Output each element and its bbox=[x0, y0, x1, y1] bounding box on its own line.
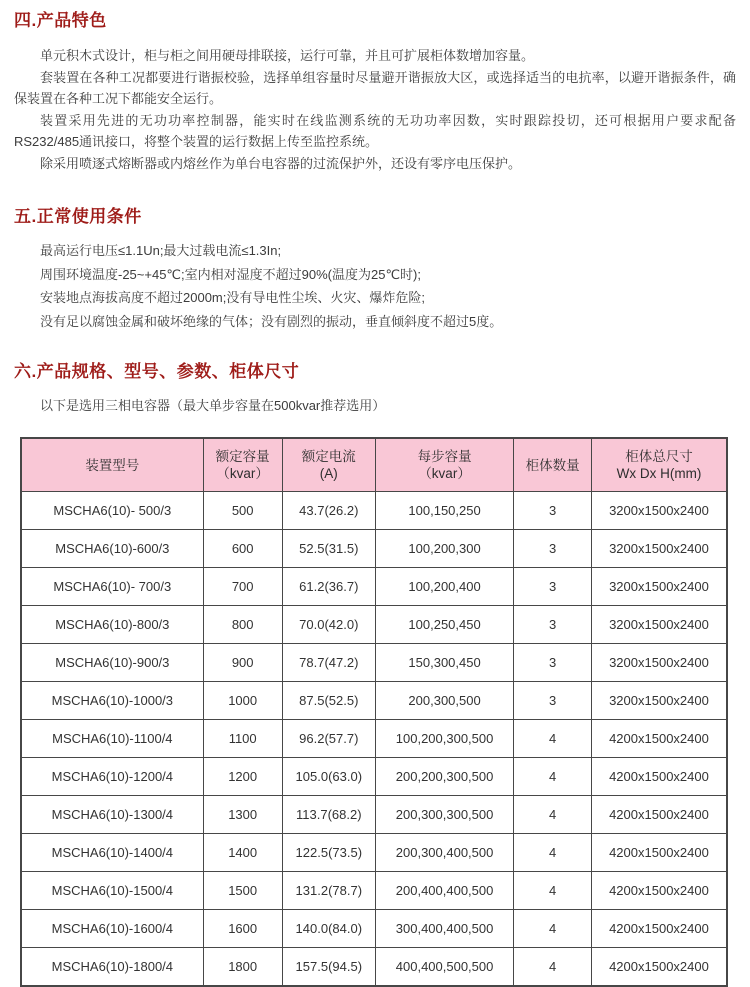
table-cell: MSCHA6(10)-900/3 bbox=[21, 644, 203, 682]
table-cell: 400,400,500,500 bbox=[375, 948, 513, 987]
table-cell: 4 bbox=[514, 796, 592, 834]
table-cell: 4 bbox=[514, 910, 592, 948]
features-paragraph: 单元积木式设计，柜与柜之间用硬母排联接，运行可靠，并且可扩展柜体数增加容量。 bbox=[40, 48, 535, 63]
table-cell: 3200x1500x2400 bbox=[591, 682, 727, 720]
header-cell-model bbox=[21, 438, 203, 492]
table-cell: 1400 bbox=[203, 834, 282, 872]
table-cell: 96.2(57.7) bbox=[282, 720, 375, 758]
table-cell: MSCHA6(10)-1300/4 bbox=[21, 796, 203, 834]
header-title: 每步容量 bbox=[417, 449, 472, 464]
table-row bbox=[21, 948, 727, 987]
condition-line: 安装地点海拔高度不超过2000m;没有导电性尘埃、火灾、爆炸危险; bbox=[40, 290, 425, 305]
header-title: 装置型号 bbox=[85, 457, 140, 473]
table-cell: 1000 bbox=[203, 682, 282, 720]
table-cell: 4 bbox=[514, 948, 592, 987]
header-unit: （kvar） bbox=[216, 466, 269, 481]
table-cell: 1600 bbox=[203, 910, 282, 948]
section-specs-title: 六.产品规格、型号、参数、柜体尺寸 bbox=[14, 362, 300, 381]
table-cell: 150,300,450 bbox=[375, 644, 513, 682]
section-use-conditions bbox=[14, 206, 736, 333]
table-cell: MSCHA6(10)-1000/3 bbox=[21, 682, 203, 720]
table-cell: 100,150,250 bbox=[375, 492, 513, 530]
table-cell: 157.5(94.5) bbox=[282, 948, 375, 987]
features-paragraph: 除采用喷逐式熔断器或内熔丝作为单台电容器的过流保护外，还设有零序电压保护。 bbox=[40, 155, 522, 171]
table-cell: 140.0(84.0) bbox=[282, 910, 375, 948]
header-cell-cabinet-count bbox=[514, 438, 592, 492]
section-product-features bbox=[14, 10, 736, 174]
table-cell: 4 bbox=[514, 872, 592, 910]
table-cell: 800 bbox=[203, 606, 282, 644]
table-cell: 200,200,300,500 bbox=[375, 758, 513, 796]
table-cell: 4200x1500x2400 bbox=[591, 948, 727, 987]
section-conditions-title: 五.正常使用条件 bbox=[14, 207, 142, 226]
table-cell: 1200 bbox=[203, 758, 282, 796]
table-cell: 4200x1500x2400 bbox=[591, 834, 727, 872]
header-unit: Wx Dx H(mm) bbox=[616, 466, 702, 481]
table-cell: 900 bbox=[203, 644, 282, 682]
header-cell-rated-current bbox=[282, 438, 375, 492]
specs-note: 以下是选用三相电容器（最大单步容量在500kvar推荐选用） bbox=[40, 398, 386, 413]
table-cell: 70.0(42.0) bbox=[282, 606, 375, 644]
header-unit: (A) bbox=[319, 466, 338, 481]
section-features-title: 四.产品特色 bbox=[14, 11, 107, 30]
table-row bbox=[21, 492, 727, 530]
features-paragraph: 套装置在各种工况都要进行谐振校验，选择单组容量时尽量避开谐振放大区，或选择适当的电抗率，以避开谐振条件，确保装置在各种工况下都能安全运行。 bbox=[14, 69, 736, 106]
table-cell: 3 bbox=[514, 644, 592, 682]
table-cell: 200,300,500 bbox=[375, 682, 513, 720]
header-title: 柜体数量 bbox=[525, 457, 580, 473]
table-cell: 3200x1500x2400 bbox=[591, 644, 727, 682]
table-row bbox=[21, 568, 727, 606]
table-cell: 3200x1500x2400 bbox=[591, 530, 727, 568]
table-cell: 100,200,300,500 bbox=[375, 720, 513, 758]
table-cell: 131.2(78.7) bbox=[282, 872, 375, 910]
table-cell: 200,300,300,500 bbox=[375, 796, 513, 834]
table-cell: MSCHA6(10)- 700/3 bbox=[21, 568, 203, 606]
table-cell: 4200x1500x2400 bbox=[591, 910, 727, 948]
table-cell: 3 bbox=[514, 492, 592, 530]
section-product-specs bbox=[14, 361, 736, 987]
header-title: 额定电流 bbox=[301, 449, 356, 464]
header-unit: （kvar） bbox=[418, 466, 471, 481]
spec-table-body bbox=[21, 492, 727, 987]
table-cell: 52.5(31.5) bbox=[282, 530, 375, 568]
table-cell: 700 bbox=[203, 568, 282, 606]
table-row bbox=[21, 910, 727, 948]
table-cell: MSCHA6(10)-1400/4 bbox=[21, 834, 203, 872]
table-cell: 100,200,300 bbox=[375, 530, 513, 568]
table-cell: 3200x1500x2400 bbox=[591, 492, 727, 530]
table-cell: 100,250,450 bbox=[375, 606, 513, 644]
table-cell: 3200x1500x2400 bbox=[591, 606, 727, 644]
features-paragraph: 装置采用先进的无功功率控制器，能实时在线监测系统的无功功率因数，实时跟踪投切，还可根据用户要求配备RS232/485通讯接口，将整个装置的运行数据上传至监控系统。 bbox=[14, 112, 736, 149]
condition-line: 最高运行电压≤1.1Un;最大过载电流≤1.3In; bbox=[40, 243, 282, 258]
table-row bbox=[21, 682, 727, 720]
header-cell-rated-capacity bbox=[203, 438, 282, 492]
table-cell: 3 bbox=[514, 530, 592, 568]
table-cell: 3200x1500x2400 bbox=[591, 568, 727, 606]
table-cell: MSCHA6(10)- 500/3 bbox=[21, 492, 203, 530]
table-cell: 1300 bbox=[203, 796, 282, 834]
table-cell: 1100 bbox=[203, 720, 282, 758]
table-cell: 3 bbox=[514, 682, 592, 720]
header-title: 额定容量 bbox=[215, 449, 270, 464]
table-cell: 43.7(26.2) bbox=[282, 492, 375, 530]
table-cell: 4 bbox=[514, 720, 592, 758]
section-conditions-body bbox=[14, 239, 736, 333]
section-features-body bbox=[14, 45, 736, 174]
table-row bbox=[21, 872, 727, 910]
table-cell: MSCHA6(10)-600/3 bbox=[21, 530, 203, 568]
table-cell: MSCHA6(10)-1600/4 bbox=[21, 910, 203, 948]
table-cell: 300,400,400,500 bbox=[375, 910, 513, 948]
table-row bbox=[21, 644, 727, 682]
header-row bbox=[21, 438, 727, 492]
table-cell: 4200x1500x2400 bbox=[591, 872, 727, 910]
table-cell: 200,400,400,500 bbox=[375, 872, 513, 910]
table-cell: 3 bbox=[514, 606, 592, 644]
table-row bbox=[21, 606, 727, 644]
table-cell: 500 bbox=[203, 492, 282, 530]
table-cell: MSCHA6(10)-1800/4 bbox=[21, 948, 203, 987]
table-cell: 61.2(36.7) bbox=[282, 568, 375, 606]
table-cell: 3 bbox=[514, 568, 592, 606]
spec-table-header bbox=[21, 438, 727, 492]
table-cell: 4200x1500x2400 bbox=[591, 796, 727, 834]
table-cell: 87.5(52.5) bbox=[282, 682, 375, 720]
table-row bbox=[21, 758, 727, 796]
table-row bbox=[21, 834, 727, 872]
table-cell: MSCHA6(10)-1100/4 bbox=[21, 720, 203, 758]
table-cell: 4200x1500x2400 bbox=[591, 720, 727, 758]
table-cell: 4 bbox=[514, 758, 592, 796]
table-cell: 78.7(47.2) bbox=[282, 644, 375, 682]
header-cell-step-capacity bbox=[375, 438, 513, 492]
table-cell: 4200x1500x2400 bbox=[591, 758, 727, 796]
table-cell: 600 bbox=[203, 530, 282, 568]
table-cell: 122.5(73.5) bbox=[282, 834, 375, 872]
condition-line: 周围环境温度-25~+45℃;室内相对湿度不超过90%(温度为25℃时); bbox=[40, 266, 421, 282]
header-title: 柜体总尺寸 bbox=[625, 449, 693, 464]
table-row bbox=[21, 796, 727, 834]
table-cell: 1800 bbox=[203, 948, 282, 987]
table-cell: 105.0(63.0) bbox=[282, 758, 375, 796]
table-cell: 1500 bbox=[203, 872, 282, 910]
table-cell: MSCHA6(10)-1200/4 bbox=[21, 758, 203, 796]
condition-line: 没有足以腐蚀金属和破坏绝缘的气体；没有剧烈的振动，垂直倾斜度不超过5度。 bbox=[40, 313, 503, 329]
spec-table bbox=[20, 437, 728, 987]
table-cell: 4 bbox=[514, 834, 592, 872]
table-cell: MSCHA6(10)-800/3 bbox=[21, 606, 203, 644]
table-cell: 100,200,400 bbox=[375, 568, 513, 606]
table-row bbox=[21, 720, 727, 758]
table-cell: MSCHA6(10)-1500/4 bbox=[21, 872, 203, 910]
table-row bbox=[21, 530, 727, 568]
table-cell: 113.7(68.2) bbox=[282, 796, 375, 834]
table-cell: 200,300,400,500 bbox=[375, 834, 513, 872]
header-cell-cabinet-size bbox=[591, 438, 727, 492]
